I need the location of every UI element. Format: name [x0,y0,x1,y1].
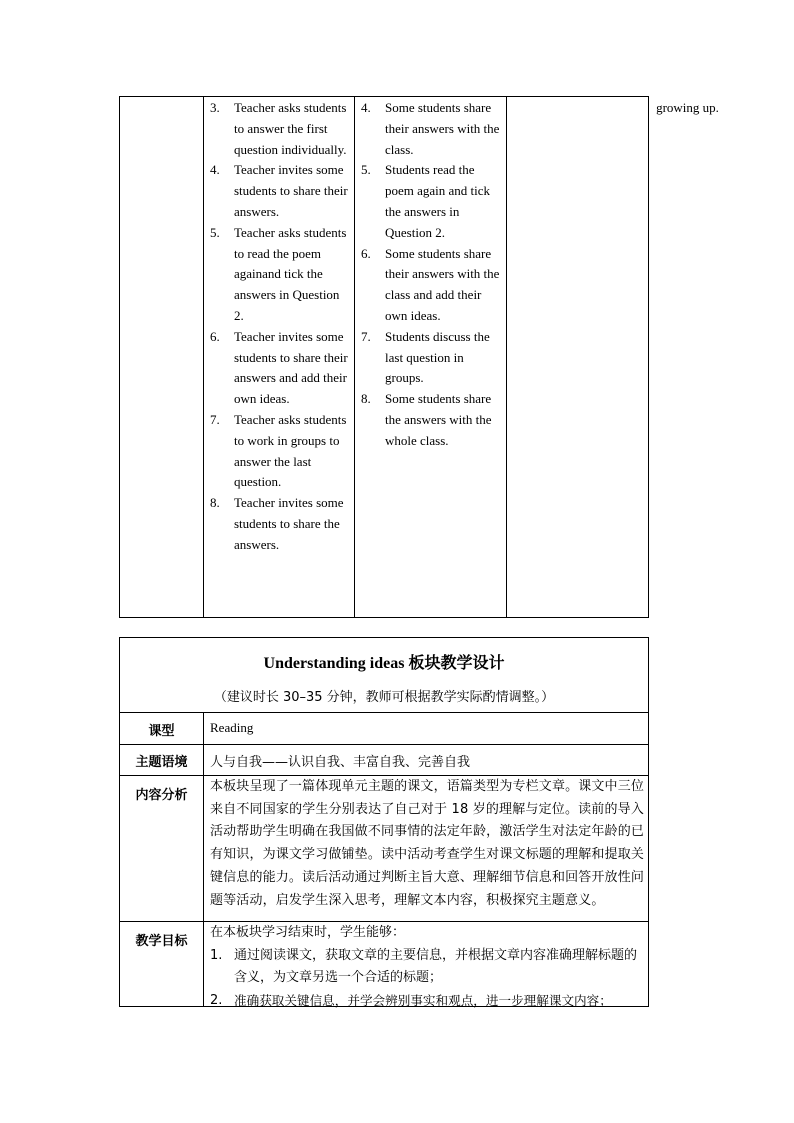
theme-context-value: 人与自我——认识自我、丰富自我、完善自我 [210,755,471,770]
list-item: 8. Some students share the answers with the whole class. [361,391,492,448]
content-analysis-label: 内容分析 [135,788,188,803]
student-activity-list [361,98,503,452]
procedure-table-continued [119,96,719,618]
list-item: 6. Teacher invites some students to share their answers and add their own ideas. [210,328,348,407]
lesson-design-table [119,637,649,1007]
list-item: 8. Teacher invites some students to share the answers. [210,495,344,552]
table-subtitle: （建议时长 30–35 分钟，教师可根据教学实际酌情调整。） [213,690,555,705]
lesson-type-label: 课型 [148,724,175,739]
list-item: 4. Teacher invites some students to share their answers. [210,162,348,219]
row-divider [120,712,648,713]
list-item: 4. Some students share their answers with the class. [361,100,500,157]
teaching-goals-content [210,922,644,1012]
goals-intro: 在本板块学习结束时，学生能够： [210,925,406,940]
row-divider [120,744,648,745]
table-divider [354,97,355,617]
purpose-cell-text: growing up. [656,100,719,115]
goals-list [210,945,644,1013]
column-divider [203,712,204,1006]
lesson-type-value: Reading [210,720,254,735]
list-item: 1. 通过阅读课文，获取文章的主要信息，并根据文章内容准确理解标题的含义，为文章另选一个合适的标题； [210,947,638,985]
content-analysis-text: 本板块呈现了一篇体现单元主题的课文，语篇类型为专栏文章。课文中三位来自不同国家的学生分别表达了自己对于 18 岁的理解与定位。读前的导入活动帮助学生明确在我国做不同事情的法定年龄，激活学生对法定年龄的已有知识，为课文学习做铺垫。读中活动考查学生对课文标题的理解和提取关键信息的能力。读后活动通过判断主旨大意、理解细节信息和回答开放性问题等活动，启发学生深入思考，理解文本内容，积极探究主题意义。 [210,779,644,908]
table-title: Understanding ideas 板块教学设计 [263,655,505,672]
list-item: 5. Teacher asks students to read the poem againand tick the answers in Question 2. [210,224,347,323]
table-divider [203,97,204,617]
table-divider [506,97,507,617]
list-item: 3. Teacher asks students to answer the first question individually. [210,100,347,157]
list-item: 7. Teacher asks students to work in groups to answer the last question. [210,411,347,490]
list-item: 5. Students read the poem again and tick the answers in Question 2. [361,162,491,240]
teacher-activity-list [210,98,350,556]
list-item: 2. 准确获取关键信息，并学会辨别事实和观点，进一步理解课文内容； [210,992,612,1008]
list-item: 6. Some students share their answers with the class and add their own ideas. [361,245,500,323]
theme-context-label: 主题语境 [135,755,188,770]
teaching-goals-label: 教学目标 [135,934,188,949]
list-item: 7. Students discuss the last question in groups. [361,328,490,386]
